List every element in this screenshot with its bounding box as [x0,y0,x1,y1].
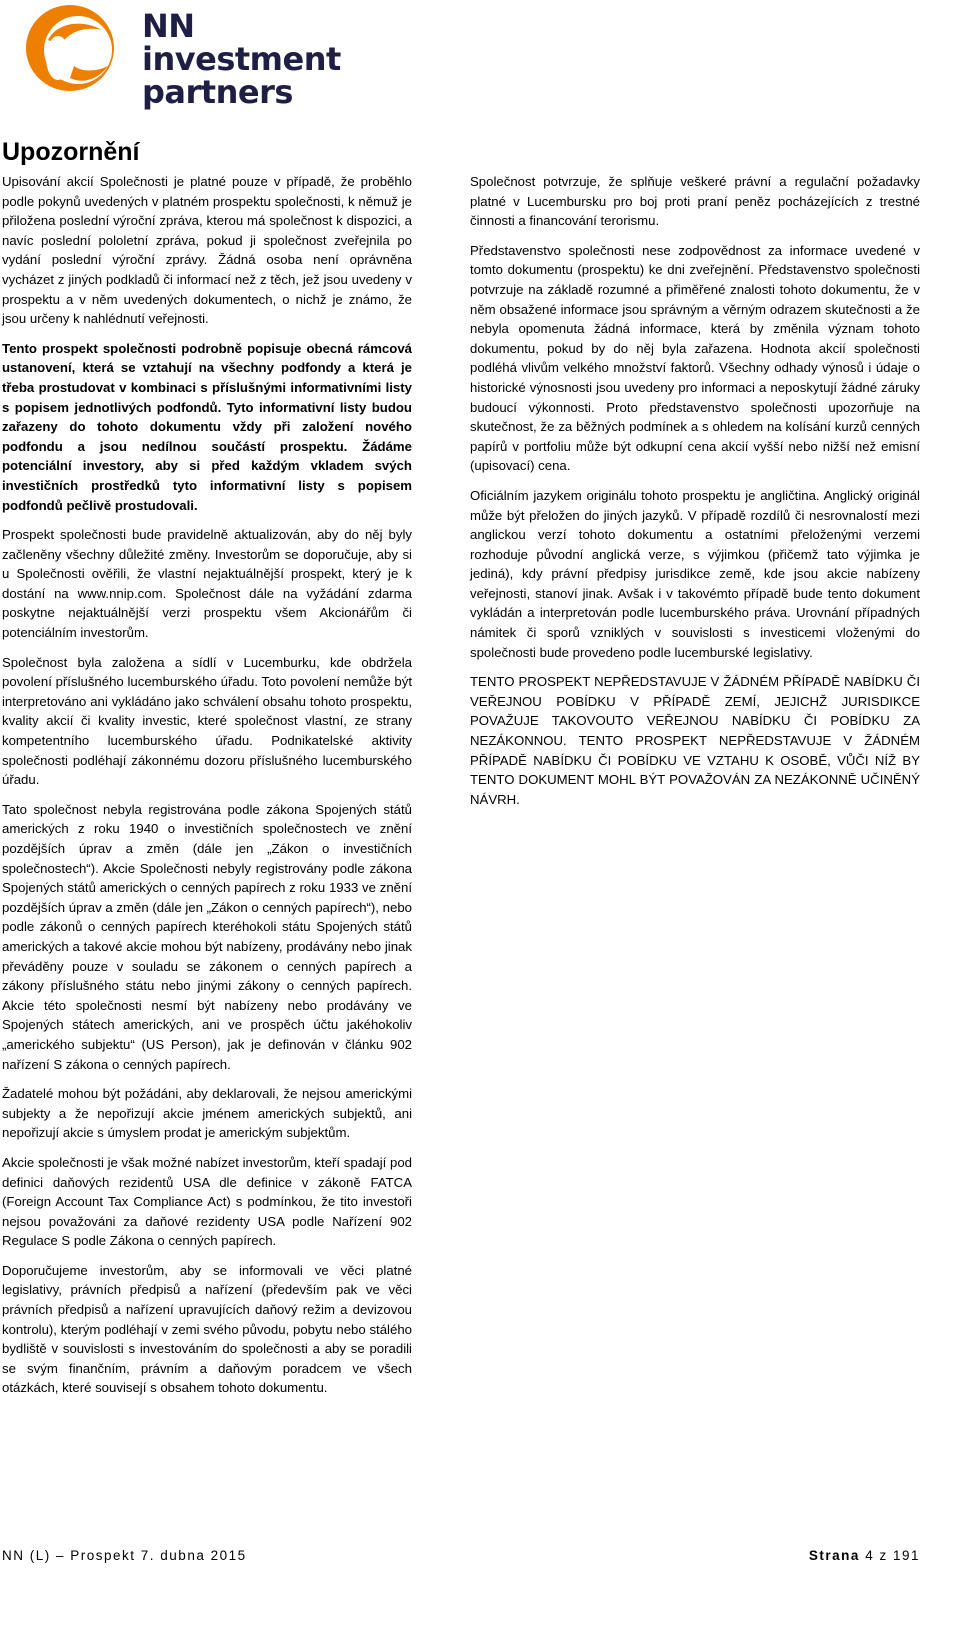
footer-page-label: Strana [808,1548,860,1563]
paragraph-legal-disclaimer: TENTO PROSPEKT NEPŘEDSTAVUJE V ŽÁDNÉM PŘÍPADĚ NABÍDKU ČI VEŘEJNOU POBÍDKU V PŘÍPADĚ ZEMÍ, JEJICHŽ JURISDIKCE POVAŽUJE TAKOVOUTO VEŘEJNOU NABÍDKU ČI POBÍDKU ZA NEZÁKONNOU. TENTO PROSPEKT NEPŘEDSTAVUJE V ŽÁDNÉM PŘÍPADĚ NABÍDKU ČI POBÍDKU VE VZTAHU K OSOBĚ, VŮČI NÍŽ BY TENTO DOKUMENT MOHL BÝT POVAŽOVÁN ZA NEZÁKONNĚ UČINĚNÝ NÁVRH. [470,674,920,807]
right-column [470,172,920,819]
paragraph-company-establishment: Společnost byla založena a sídlí v Lucemburku, kde obdržela povolení příslušného lucemburského úřadu. Toto povolení nemůže být interpretováno ani vykládáno jako schválení obsahu tohoto prospektu, kvality akcií či kvality investic, které společnost vlastní, ze strany kompetentního lucemburského úřadu. Podnikatelské aktivity společnosti podléhají zákonnému dozoru příslušného lucemburského úřadu. [2,654,412,788]
footer-page-count: 4 z 191 [865,1548,920,1563]
logo-line-1: NN investment [142,7,341,78]
logo-line-2: partners [142,73,293,111]
paragraph-prospectus-description: Tento prospekt společnosti podrobně popisuje obecná rámcová ustanovení, která se vztahují na všechny podfondy a která je třeba prostudovat v kombinaci s příslušnými informativními listy s popisem jednotlivých podfondů. Tyto informativní listy budou zařazeny do tohoto dokumentu vždy při založení nového podfondu a jsou nedílnou součástí prospektu. Žádáme potenciální investory, aby si před každým vkladem svých investičních prostředků tyto informativní listy s popisem podfondů pečlivě prostudovali. [2,340,412,513]
paragraph-official-language: Oficiálním jazykem originálu tohoto prospektu je angličtina. Anglický originál může být přeložen do jiných jazyků. V případě rozdílů či nesrovnalostí mezi anglickou verzí tohoto dokumentu a ostatními přeloženými verzemi rozhoduje původní anglická verze, s výjimkou (přičemž tato výjimka je jediná), kdy právní předpisy jurisdikce země, kde jsou akcie nabízeny veřejnosti, stanoví jinak. Avšak i v takovémto případě bude tento dokument vykládán a interpretován podle lucemburského práva. Urovnání případných námitek či sporů vzniklých v souvislosti s investicemi vloženými do společnosti bude provedeno podle lucemburské legislativy. [470,487,920,660]
paragraph-aml-compliance: Společnost potvrzuje, že splňuje veškeré právní a regulační požadavky platné v Lucembursku pro boj proti praní peněz pocházejících z trestné činnosti a financování terorismu. [470,174,920,229]
paragraph-subscription-validity: Upisování akcií Společnosti je platné pouze v případě, že proběhlo podle pokynů uvedených v platném prospektu společnosti, k němuž je přiložena poslední výroční zpráva, kterou má společnost k dispozici, a navíc poslední pololetní zpráva, pokud ji společnost zveřejnila po vydání poslední výroční zprávy. Žádná osoba není oprávněna vycházet z jiných podkladů či informací než z těch, jež jsou uvedeny v prospektu a v něm uvedených dokumentech, o nichž je známo, že jsou určeny k nahlédnutí veřejnosti. [2,174,412,327]
page-heading: Upozornění [2,138,140,166]
nn-logo-icon [18,0,128,100]
paragraph-us-registration: Tato společnost nebyla registrována podle zákona Spojených států amerických z roku 1940 o investičních společnostech ve znění pozdějších úprav a změn (dále jen „Zákon o investičních společnostech“). Akcie Společnosti nebyly registrovány podle zákona Spojených států amerických o cenných papírech z roku 1933 ve znění pozdějších úprav a změn (dále jen „Zákon o cenných papírech“), nebo podle zákonů o cenných papírech kteréhokoli státu Spojených států amerických a takové akcie mohou být nabízeny, prodávány nebo jinak převáděny pouze v souladu se zákonem o cenných papírech a zákony příslušného státu nebo jinými zákony o cenných papírech. Akcie této společnosti nesmí být nabízeny nebo prodávány ve Spojených státech amerických, ani ve prospěch účtu jakéhokoliv „amerického subjektu“ (US Person), jak je definován v článku 902 nařízení S zákona o cenných papírech. [2,801,412,1072]
footer-document-title: NN (L) – Prospekt 7. dubna 2015 [2,1548,247,1563]
paragraph-fatca: Akcie společnosti je však možné nabízet investorům, kteří spadají pod definici daňových rezidentů USA dle definice v zákoně FATCA (Foreign Account Tax Compliance Act) s podmínkou, že tito investoři nejsou považováni za daňové rezidenty USA podle Nařízení 902 Regulace S podle Zákona o cenných papírech. [2,1154,412,1249]
logo-wordmark [142,7,378,111]
paragraph-prospectus-updates: Prospekt společnosti bude pravidelně aktualizován, aby do něj byly začleněny všechny důležité změny. Investorům se doporučuje, aby si u Společnosti ověřili, že vlastní nejaktuálnější prospekt, který je k dostání na www.nnip.com. Společnost dále na vyžádání zdarma poskytne nejaktuálnější verzi prospektu všem Akcionářům či potenciálním investorům. [2,527,412,641]
paragraph-investor-advice: Doporučujeme investorům, aby se informovali ve věci platné legislativy, právních předpisů a nařízení (především pak ve věci právních předpisů a nařízení upravujících daňový režim a devizovou kontrolu), kterým podléhají v zemi svého původu, pobytu nebo stálého bydliště v souvislosti s investováním do společnosti a aby se poradili se svým finančním, právním a daňovým poradcem ve všech otázkách, které souvisejí s obsahem tohoto dokumentu. [2,1262,412,1396]
paragraph-board-responsibility: Představenstvo společnosti nese zodpovědnost za informace uvedené v tomto dokumentu (prospektu) ke dni zveřejnění. Představenstvo společnosti potvrzuje na základě rozumné a přiměřené znalosti tohoto dokumentu, že v něm obsažené informace jsou správným a věrným odrazem skutečnosti a že nebyla opomenuta žádná informace, která by změnila význam tohoto dokumentu, pokud by do něj byla zařazena. Hodnota akcií společnosti podléhá vlivům velkého množství faktorů. Všechny odhady výnosů i údaje o historické výnosnosti jsou uvedeny pro informaci a neposkytují žádné záruky budoucí výkonnosti. Proto představenstvo společnosti upozorňuje na skutečnost, že za běžných podmínek a s ohledem na kolísání kurzů cenných papírů v portfoliu může být odkupní cena akcií vyšší nebo nižší než emisní (upisovací) cena. [470,242,920,474]
paragraph-applicant-declaration: Žadatelé mohou být požádáni, aby deklarovali, že nejsou americkými subjekty a že nepořizují akcie jménem amerických subjektů, ani nepořizují akcie s úmyslem prodat je americkým subjektům. [2,1086,412,1141]
footer-page-number [809,1548,920,1563]
nn-logo [18,0,378,111]
left-column [2,172,412,1408]
